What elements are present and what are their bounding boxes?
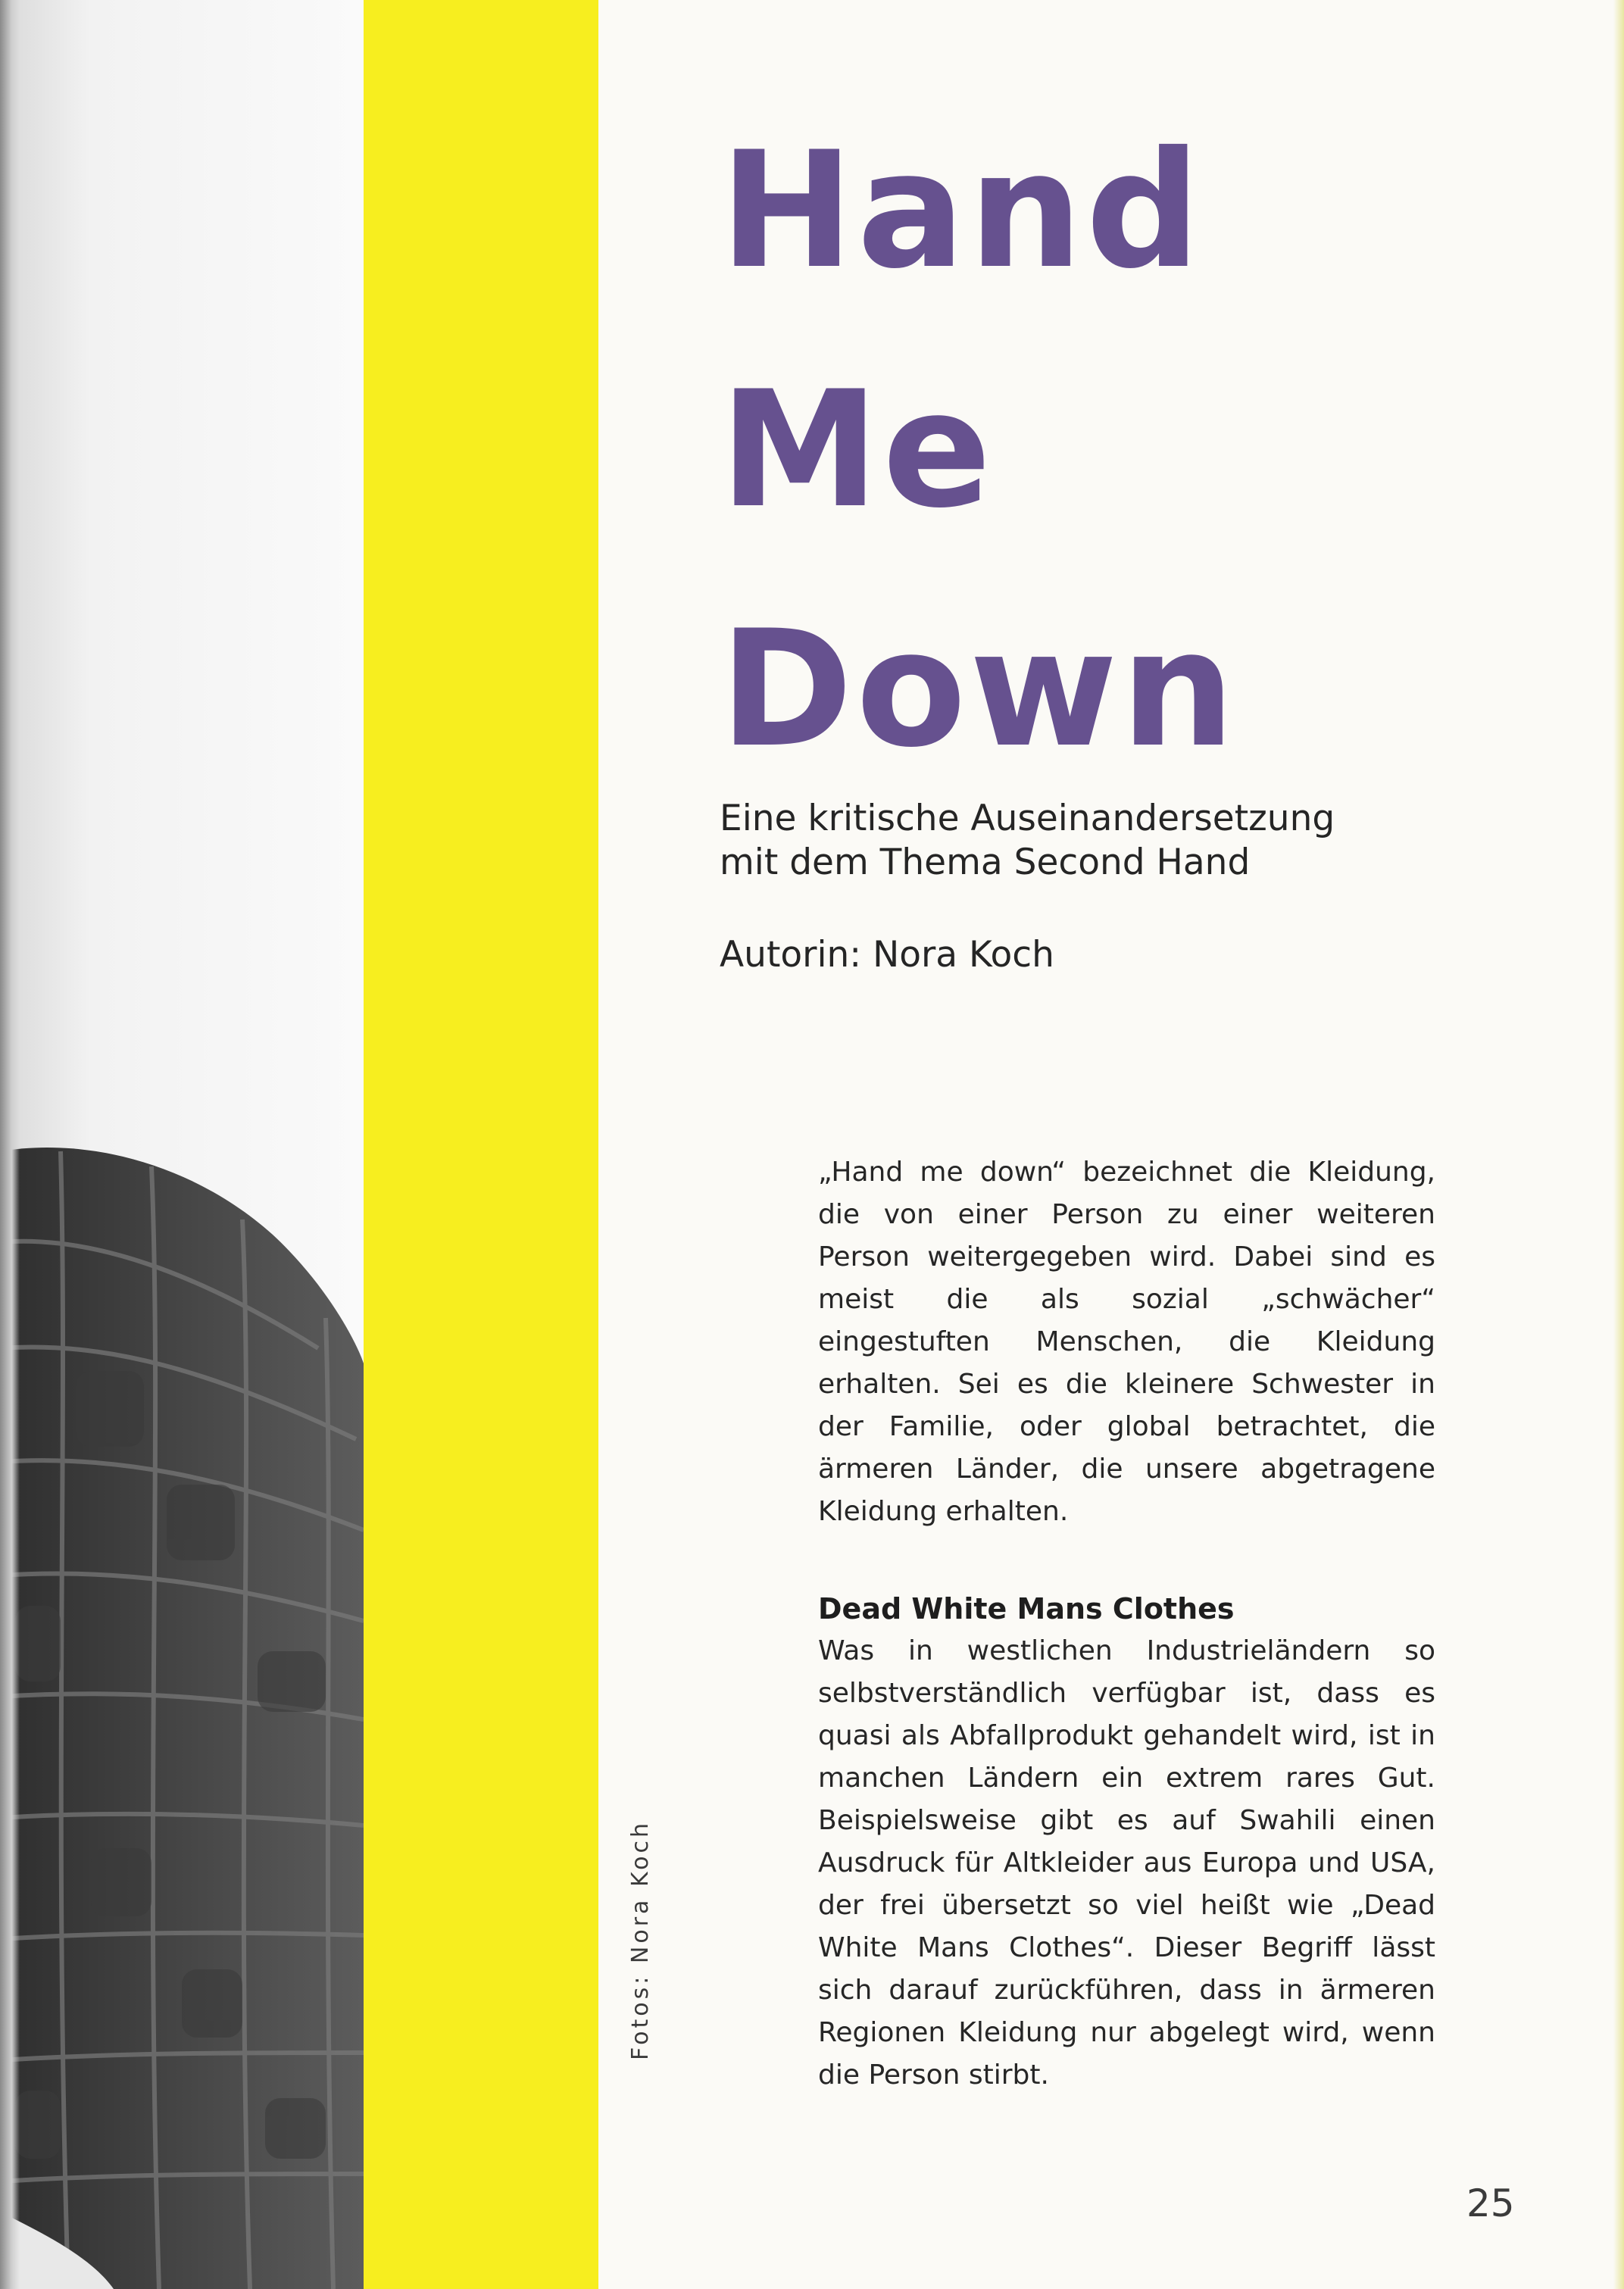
woven-jacket-image xyxy=(0,1121,364,2289)
subtitle-line-1: Eine kritische Auseinandersetzung xyxy=(720,798,1335,839)
photo-credit: Fotos: Nora Koch xyxy=(627,1819,654,2060)
title-line-1: Hand xyxy=(720,117,1204,304)
page-edge-right xyxy=(1613,0,1624,2289)
section-heading: Dead White Mans Clothes xyxy=(818,1592,1235,1625)
page-fold-shadow xyxy=(0,0,20,2289)
section-paragraph: Was in westlichen Industrieländern so selbstverständlich verfügbar ist, dass es quasi als Abfallprodukt gehandelt wird, ist in manchen Ländern ein extrem rares Gut. Beispielsweise gibt es auf Swahili einen Ausdruck für Altkleider aus Europa und USA, der frei übersetzt so viel heißt wie „Dead White Mans Clothes“. Dieser Begriff lässt sich darauf zurückführen, dass in ärmeren Regionen Kleidung nur abgelegt wird, wenn die Person stirbt. xyxy=(818,1635,1435,2091)
title-line-2: Me xyxy=(720,356,995,543)
accent-bar xyxy=(364,0,598,2289)
article-title xyxy=(720,91,1238,809)
author-line: Autorin: Nora Koch xyxy=(720,934,1054,976)
title-line-3: Down xyxy=(720,595,1238,782)
intro-paragraph: „Hand me down“ bezeichnet die Kleidung, die von einer Person zu einer weiteren Person weitergegeben wird. Dabei sind es meist die als sozial „schwächer“ eingestuften Menschen, die Kleidung erhalten. Sei es die kleinere Schwester in der Familie, oder global betrachtet, die ärmeren Länder, die unsere abgetragene Kleidung erhalten. xyxy=(818,1157,1435,1527)
article-body xyxy=(818,1151,1435,2097)
article-subtitle xyxy=(720,797,1477,885)
subtitle-line-2: mit dem Thema Second Hand xyxy=(720,842,1251,883)
photo-woven-jacket xyxy=(0,0,364,2289)
page-number: 25 xyxy=(1466,2181,1515,2225)
